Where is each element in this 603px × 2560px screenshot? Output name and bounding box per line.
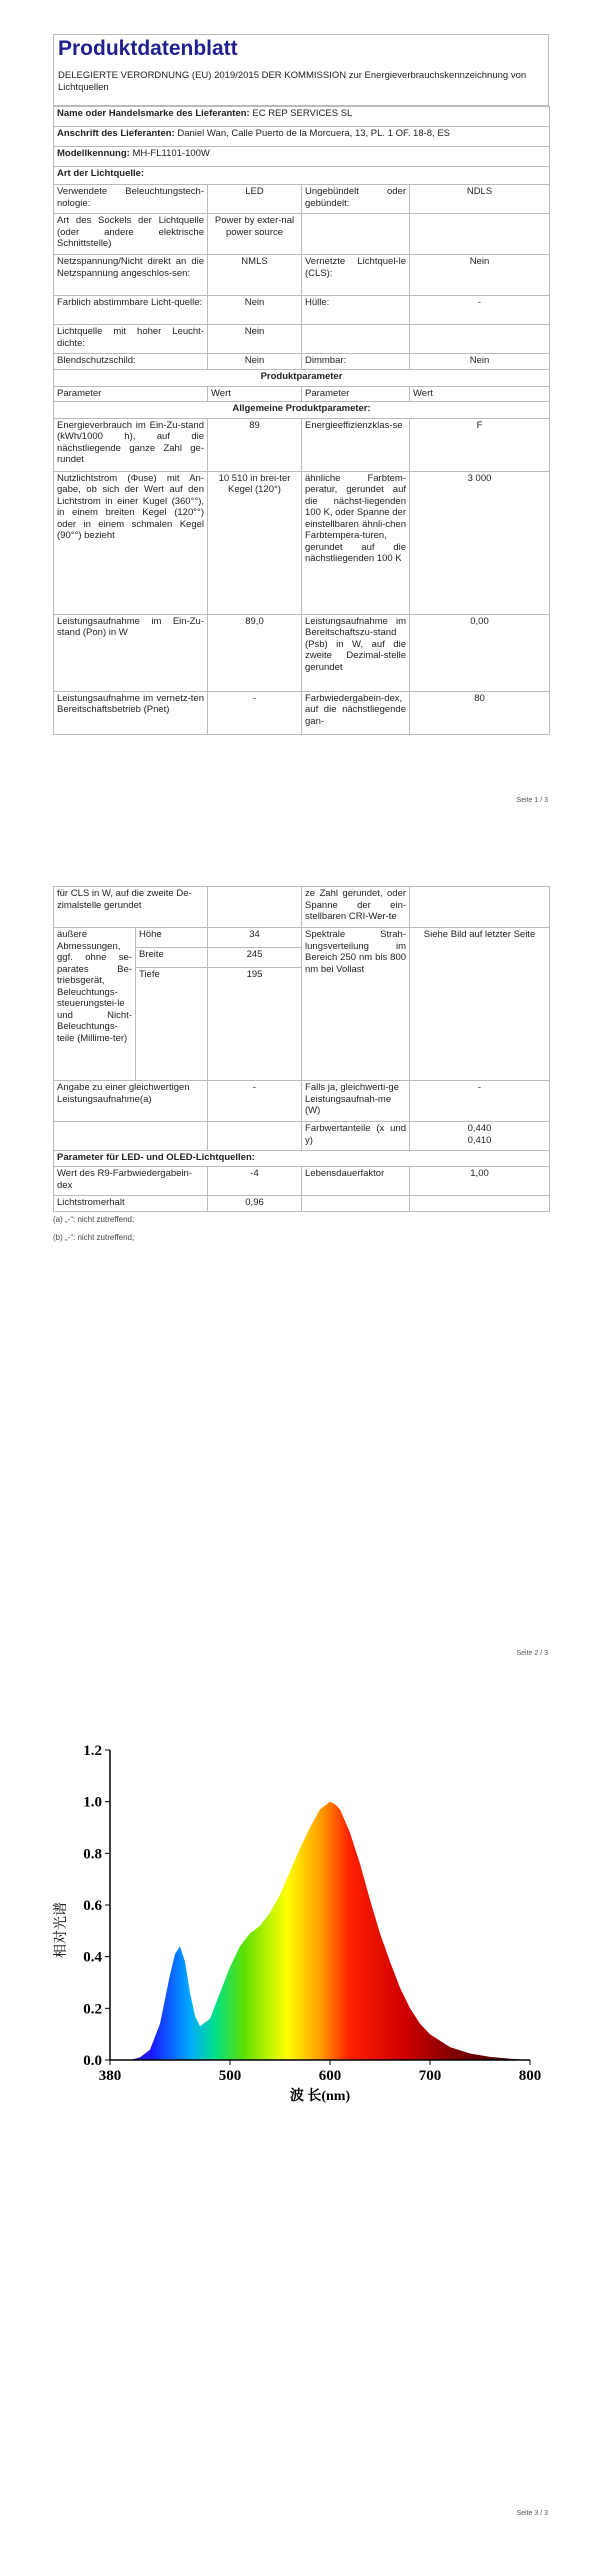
y-tick-label: 0.8	[83, 1846, 102, 1863]
dimensions-label: äußere Abmessungen, ggf. ohne se-parates Be-triebsgerät, Beleuchtungs-steuerungstei-le und Nicht-Beleuchtungs-teile (Millime-ter)	[54, 928, 136, 1081]
address-row: Anschrift des Lieferanten: Daniel Wan, Calle Puerto de la Morcuera, 13, PL. 1 OF. 18-8, ES	[54, 127, 550, 147]
page-number: Seite 3 / 3	[516, 2510, 548, 2517]
spectral-value: Siehe Bild auf letzter Seite	[410, 928, 550, 1081]
page-title: Produktdatenblatt	[53, 34, 549, 68]
x-tick-label: 380	[98, 2068, 122, 2084]
y-tick-label: 0.4	[83, 1949, 102, 1966]
table-row: Leistungsaufnahme im vernetz-ten Bereitschaftsbetrieb (Pnet) - Farbwiedergabein-dex, auf die nächstliegende gan- 80	[54, 691, 550, 734]
datasheet-table	[53, 106, 549, 735]
section-allgemeine: Allgemeine Produktparameter:	[54, 401, 550, 418]
table-row: Art des Sockels der Lichtquelle (oder andere elektrische Schnittstelle) Power by exter-nal power source	[54, 214, 550, 255]
section-produktparameter: Produktparameter	[54, 370, 550, 387]
page-2	[0, 880, 603, 1680]
table-row: Energieverbrauch im Ein-Zu-stand (kWh/1000 h), auf die nächstliegende ganze Zahl ge-rundet 89 Energieeffizienzklas-se F	[54, 418, 550, 471]
datasheet-table-continued: für CLS in W, auf die zweite De-zimalstelle gerundet ze Zahl gerundet, oder Spanne der ein-stellbaren CRI-Wer-te äußere Abmessungen, ggf. ohne se-parates Be-triebsgerät, Beleuchtungs-steuerungstei-le und Nicht-Beleuchtungs-teile (Millime-ter) Höhe 34 Spektrale Strah-lungsverteilung im Bereich 250 nm bis 800 nm bei Vollast Siehe Bild auf letzter Seite Breite 245 Tiefe 195 Angabe zu einer gleichwertigen Leistungsaufnahme(a) - Falls ja, gleichwerti-ge Leistungsaufnah-me (W) - Farbwertanteile (x und y) 0,440 0,410 Parameter für LED- und OLED-Lichtquellen: Wert des R9-Farbwiedergabein-dex -4 Lebensdauerfaktor 1,00 Lichtstromerhalt 0,96 (a) „-“: nicht zutreffend; (b) „-“: nicht zutreffend;	[53, 886, 549, 1244]
table-row: Lichtstromerhalt 0,96	[54, 1196, 550, 1212]
y-tick-label: 1.2	[83, 1743, 102, 1759]
page-number: Seite 2 / 3	[516, 1650, 548, 1657]
table-row: Leistungsaufnahme im Ein-Zu-stand (Pon) in W 89,0 Leistungsaufnahme im Bereitschaftszu-stand (Psb) in W, auf die zweite Dezimal-stelle gerundet 0,00	[54, 614, 550, 691]
led-section-header: Parameter für LED- und OLED-Lichtquellen:	[54, 1151, 550, 1167]
footnote-a: (a) „-“: nicht zutreffend;	[53, 1215, 135, 1224]
regulation-text: DELEGIERTE VERORDNUNG (EU) 2019/2015 DER KOMMISSION zur Energieverbrauchskennzeichnung von Lichtquellen	[53, 68, 549, 106]
table-row: Wert des R9-Farbwiedergabein-dex -4 Lebensdauerfaktor 1,00	[54, 1167, 550, 1196]
table-row: Netzspannung/Nicht direkt an die Netzspannung angeschlos-sen: NMLS Vernetzte Lichtquel-le (CLS): Nein	[54, 255, 550, 296]
table-row: für CLS in W, auf die zweite De-zimalstelle gerundet ze Zahl gerundet, oder Spanne der ein-stellbaren CRI-Wer-te	[54, 887, 550, 928]
x-tick-label: 700	[418, 2068, 442, 2084]
spectrum-area	[130, 1802, 530, 2060]
x-tick-label: 600	[318, 2068, 342, 2084]
x-tick-label: 800	[518, 2068, 542, 2084]
table-row: Farbwertanteile (x und y) 0,440 0,410	[54, 1122, 550, 1151]
page-number: Seite 1 / 3	[516, 797, 548, 804]
supplier-row: Name oder Handelsmarke des Lieferanten: EC REP SERVICES SL	[54, 107, 550, 127]
model-row: Modellkennung: MH-FL1101-100W	[54, 147, 550, 167]
y-tick-label: 0.0	[83, 2053, 102, 2069]
dimensions-row: äußere Abmessungen, ggf. ohne se-parates Be-triebsgerät, Beleuchtungs-steuerungstei-le und Nicht-Beleuchtungs-teile (Millime-ter) Höhe 34 Spektrale Strah-lungsverteilung im Bereich 250 nm bis 800 nm bei Vollast Siehe Bild auf letzter Seite	[54, 928, 550, 948]
y-tick-label: 1.0	[83, 1794, 102, 1811]
column-header-row: Parameter Wert Parameter Wert	[54, 387, 550, 402]
footnote-b: (b) „-“: nicht zutreffend;	[53, 1233, 135, 1242]
table-row: Farblich abstimmbare Licht-quelle: Nein Hülle: -	[54, 296, 550, 325]
y-tick-label: 0.2	[83, 2001, 102, 2018]
table-row: Lichtquelle mit hoher Leucht-dichte: Nein	[54, 325, 550, 354]
table-row: Verwendete Beleuchtungstech-nologie: LED Ungebündelt oder gebündelt: NDLS	[54, 185, 550, 214]
table-row: Nutzlichtstrom (Φuse) mit An-gabe, ob sich der Wert auf den Lichtstrom in einer Kugel (360°°), in einem breiten Kegel (120°°) oder in einem schmalen Kegel (90°°) bezieht 10 510 in brei-ter Kegel (120°) ähnliche Farbtem-peratur, gerundet auf die nächst-liegenden 100 K, oder Spanne der einstellbaren ähnli-chen Farbtempera-turen, gerundet auf die nächstliegenden 100 K 3 000	[54, 471, 550, 614]
table-row: Angabe zu einer gleichwertigen Leistungsaufnahme(a) - Falls ja, gleichwerti-ge Leistungsaufnah-me (W) -	[54, 1081, 550, 1122]
spectrum-chart	[0, 1730, 603, 2170]
type-header: Art der Lichtquelle:	[54, 167, 550, 185]
y-axis-label: 相对光谱	[54, 1902, 69, 1958]
table-row: Blendschutzschild: Nein Dimmbar: Nein	[54, 354, 550, 370]
page-3	[0, 1730, 603, 2560]
y-tick-label: 0.6	[83, 1898, 102, 1914]
spectral-label: Spektrale Strah-lungsverteilung im Bereich 250 nm bis 800 nm bei Vollast	[302, 928, 410, 1081]
x-axis-label: 波 长(nm)	[289, 2089, 351, 2104]
page-1	[0, 0, 603, 820]
x-tick-label: 500	[218, 2068, 242, 2084]
